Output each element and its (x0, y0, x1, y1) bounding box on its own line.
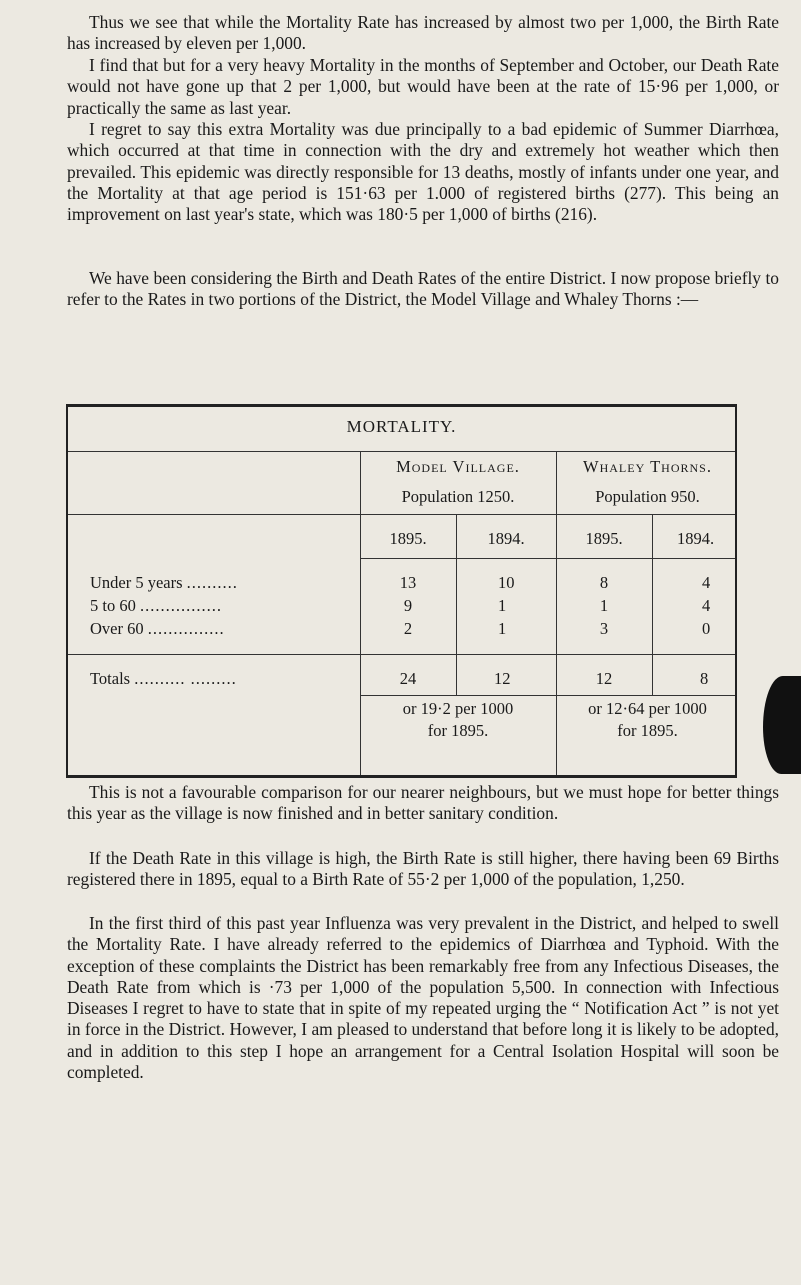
paragraph-portions-of-district: We have been considering the Birth and Death Rates of the entire District. I now propose briefly to refer to the Rates in two portions of the District, the Model Village and Whaley Thorns :— (67, 268, 779, 310)
paragraph-summer-diarrhoea: I regret to say this extra Mortality was due principally to a bad epidemic of Summer Diarrhœa, which occurred at that time in connection with the dry and extremely hot weather which then prevailed. This epidemic was directly responsible for 13 deaths, mostly of infants under one year, and the Mortality at that age period is 151·63 per 1.000 of registered births (277). This being an improvement on last year's state, which was 180·5 per 1,000 of births (216). (67, 119, 779, 225)
table-rule (360, 558, 735, 559)
table-cell: 2 (403, 619, 413, 638)
table-cell: 4 (702, 596, 711, 615)
row-label-over-60: Over 60 ............... (90, 619, 225, 638)
paragraph-favourable-comparison: This is not a favourable comparison for our nearer neighbours, but we must hope for better things this year as the village is now finished and in better sanitary condition. (67, 782, 779, 824)
year-header: 1894. (676, 529, 715, 548)
mortality-table (66, 404, 737, 778)
table-cell: 1 (498, 596, 507, 615)
totals-cell: 12 (595, 669, 613, 688)
table-cell: 1 (599, 596, 609, 615)
table-title: MORTALITY. (346, 417, 457, 436)
paragraph-mortality-birth-rate: Thus we see that while the Mortality Rate has increased by almost two per 1,000, the Birth Rate has increased by eleven per 1,000. (67, 12, 779, 54)
whaley-thorns-population: Population 950. (595, 487, 700, 506)
whaley-thorns-rate: or 12·64 per 1000 (588, 699, 707, 718)
table-cell: 10 (498, 573, 515, 592)
table-rule (68, 654, 735, 655)
table-cell: 8 (599, 573, 609, 592)
model-village-rate-year: for 1895. (427, 721, 489, 740)
whaley-thorns-header: Whaley Thorns. (583, 457, 712, 476)
year-header: 1895. (389, 529, 427, 548)
model-village-rate: or 19·2 per 1000 (402, 699, 514, 718)
table-rule (68, 451, 735, 452)
totals-cell: 12 (494, 669, 511, 688)
table-cell: 9 (403, 596, 413, 615)
table-cell: 4 (702, 573, 711, 592)
page-edge-stain (763, 676, 801, 774)
paragraph-september-october: I find that but for a very heavy Mortality in the months of September and October, our Death Rate would not have gone up that 2 per 1,000, but would have been at the rate of 15·96 per 1,000, or practically the same as last year. (67, 55, 779, 118)
totals-cell: 8 (700, 669, 709, 688)
row-label-totals: Totals .......... ......... (90, 669, 237, 688)
row-label-under-5: Under 5 years .......... (90, 573, 238, 592)
model-village-population: Population 1250. (401, 487, 515, 506)
table-cell: 1 (498, 619, 507, 638)
table-rule (360, 695, 735, 696)
year-header: 1895. (585, 529, 623, 548)
whaley-thorns-rate-year: for 1895. (617, 721, 678, 740)
paragraph-influenza-infectious: In the first third of this past year Influenza was very prevalent in the District, and helped to swell the Mortality Rate. I have already referred to the epidemics of Diarrhœa and Typhoid. With the exception of these complaints the District has been remarkably free from any Infectious Diseases, the Death Rate from which is ·73 per 1,000 of the population 5,500. In connection with Infectious Diseases I regret to have to state that in spite of my repeated urging the “ Notification Act ” is not yet in force in the District. However, I am pleased to understand that before long it is likely to be adopted, and in addition to this step I hope an arrangement for a Central Isolation Hospital will soon be completed. (67, 913, 779, 1083)
table-rule (68, 514, 735, 515)
paragraph-birth-rate-village: If the Death Rate in this village is high, the Birth Rate is still higher, there having been 69 Births registered there in 1895, equal to a Birth Rate of 55·2 per 1,000 of the population, 1,250. (67, 848, 779, 890)
year-header: 1894. (487, 529, 525, 548)
model-village-header: Model Village. (396, 457, 520, 476)
totals-cell: 24 (399, 669, 417, 688)
table-cell: 13 (399, 573, 417, 592)
table-cell: 0 (702, 619, 711, 638)
row-label-5-to-60: 5 to 60 ................ (90, 596, 222, 615)
table-cell: 3 (599, 619, 609, 638)
